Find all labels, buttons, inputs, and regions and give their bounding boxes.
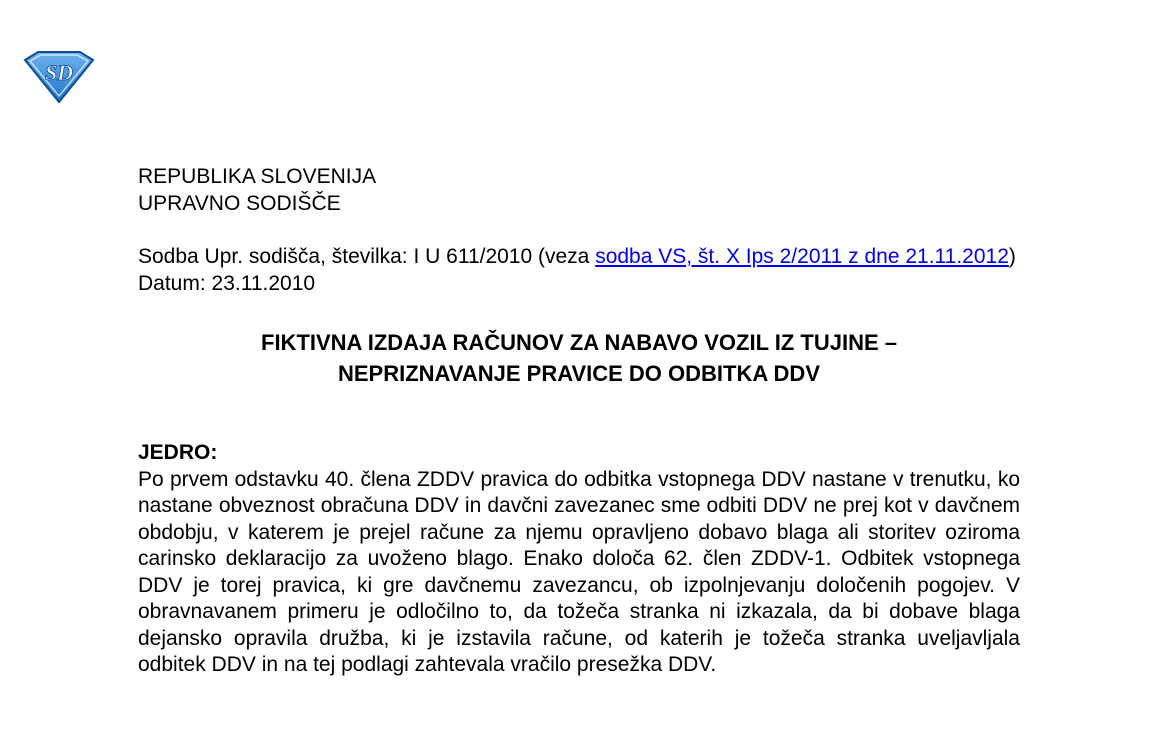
- supreme-court-judgment-link[interactable]: sodba VS, št. X Ips 2/2011 z dne 21.11.2012: [595, 245, 1009, 268]
- summary-heading: JEDRO:: [138, 441, 218, 464]
- document-page: [138, 164, 1020, 679]
- court-shield-logo-icon: [22, 50, 96, 104]
- judgment-date: Datum: 23.11.2010: [138, 271, 316, 295]
- reference-prefix: Sodba Upr. sodišča, številka: I U 611/2010 (veza: [138, 245, 596, 268]
- reference-suffix: ): [1008, 245, 1016, 268]
- country-name: REPUBLIKA SLOVENIJA: [138, 165, 377, 188]
- summary-text: Po prvem odstavku 40. člena ZDDV pravica do odbitka vstopnega DDV nastane v trenutku, ko nastane obveznost obračuna DDV in davčni zavezanec sme odbiti DDV ne prej kot v davčnem obdobju, v katerem je prejel račune za njemu opravljeno dobavo blaga ali storitev oziroma carinsko deklaracijo za uvoženo blago. Enako določa 62. člen ZDDV-1. Odbitek vstopnega DDV je torej pravica, ki gre davčnemu zavezancu, ob izpolnjevanju določenih pogojev. V obravnavanem primeru je odločilno to, da tožeča stranka ni izkazala, da bi dobave blaga dejansko opravila družba, ki je izstavila račune, od katerih je tožeča stranka uveljavljala odbitek DDV in na tej podlagi zahtevala vračilo presežka DDV.: [138, 467, 1020, 676]
- svg-text:SD: SD: [44, 60, 74, 85]
- court-header: [138, 164, 1020, 217]
- title-line-1: FIKTIVNA IZDAJA RAČUNOV ZA NABAVO VOZIL IZ TUJINE –: [261, 330, 897, 355]
- document-title: [138, 327, 1020, 389]
- court-name: UPRAVNO SODIŠČE: [138, 191, 341, 215]
- case-reference: [138, 244, 1020, 297]
- title-line-2: NEPRIZNAVANJE PRAVICE DO ODBITKA DDV: [337, 361, 820, 386]
